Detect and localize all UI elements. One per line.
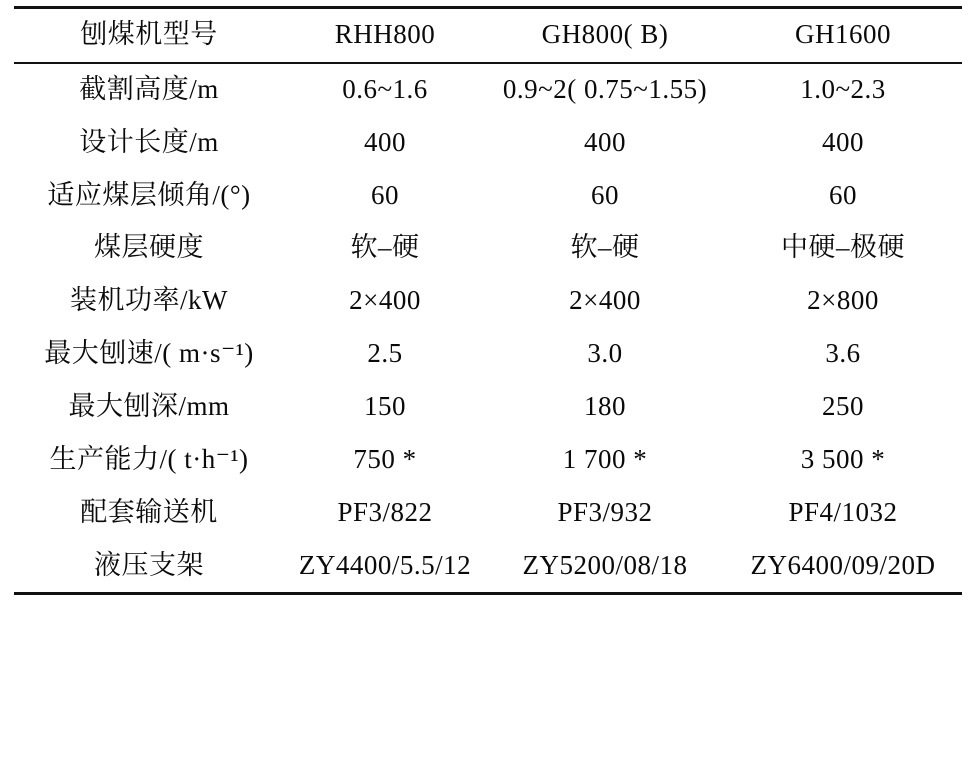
row-label: 截割高度/m <box>79 73 219 104</box>
row-value: 60 <box>829 179 857 210</box>
row-value: 软–硬 <box>350 232 420 263</box>
row-value: 1 700 * <box>562 443 648 474</box>
row-value: 3.0 <box>587 338 623 369</box>
row-value: 750 * <box>353 443 417 474</box>
row-value: 400 <box>822 126 864 157</box>
row-value: 400 <box>584 126 626 157</box>
row-value: 2.5 <box>367 338 403 369</box>
row-value: 60 <box>591 179 619 210</box>
table-row <box>14 540 962 594</box>
row-value: 2×800 <box>807 285 879 316</box>
specification-table <box>14 6 962 595</box>
row-label: 最大刨速/( m·s⁻¹) <box>44 338 254 369</box>
table-row <box>14 222 962 275</box>
row-label: 煤层硬度 <box>94 232 204 263</box>
row-value: 0.9~2( 0.75~1.55) <box>502 73 708 104</box>
row-value: 3 500 * <box>800 443 886 474</box>
row-label: 最大刨深/mm <box>68 391 230 422</box>
row-value: PF3/822 <box>337 496 433 527</box>
row-value: 软–硬 <box>570 232 640 263</box>
row-value: 2×400 <box>569 285 641 316</box>
row-value: ZY5200/08/18 <box>486 540 724 594</box>
row-value: ZY4400/5.5/12 <box>284 540 486 594</box>
row-value: 180 <box>584 391 626 422</box>
row-value: 1.0~2.3 <box>800 73 886 104</box>
row-value: 3.6 <box>825 338 861 369</box>
table-row <box>14 328 962 381</box>
row-label: 生产能力/( t·h⁻¹) <box>49 443 249 474</box>
row-value: 250 <box>822 391 864 422</box>
row-value: PF4/1032 <box>788 496 898 527</box>
row-value: 2×400 <box>349 285 421 316</box>
row-label: 液压支架 <box>14 540 284 594</box>
row-label: 适应煤层倾角/(°) <box>47 179 251 210</box>
row-value: 60 <box>371 179 399 210</box>
row-label: 设计长度/m <box>79 126 219 157</box>
row-value: PF3/932 <box>557 496 653 527</box>
header-cell-model-2: GH800( B) <box>486 8 724 63</box>
row-value: 中硬–极硬 <box>781 232 905 263</box>
row-label: 配套输送机 <box>80 496 218 527</box>
row-value: 150 <box>364 391 406 422</box>
table-header <box>14 8 962 63</box>
table-row <box>14 487 962 540</box>
document-page <box>0 6 976 761</box>
row-label: 装机功率/kW <box>70 285 228 316</box>
table-row <box>14 117 962 170</box>
table-row <box>14 63 962 117</box>
table-row <box>14 170 962 223</box>
header-cell-parameter: 刨煤机型号 <box>14 8 284 63</box>
row-value: 400 <box>364 126 406 157</box>
row-value: 0.6~1.6 <box>342 73 428 104</box>
header-cell-model-1: RHH800 <box>284 8 486 63</box>
table-body <box>14 63 962 594</box>
table-header-row <box>14 8 962 63</box>
table-row <box>14 381 962 434</box>
table-row <box>14 275 962 328</box>
row-value: ZY6400/09/20D <box>724 540 962 594</box>
header-cell-model-3: GH1600 <box>724 8 962 63</box>
table-row <box>14 434 962 487</box>
